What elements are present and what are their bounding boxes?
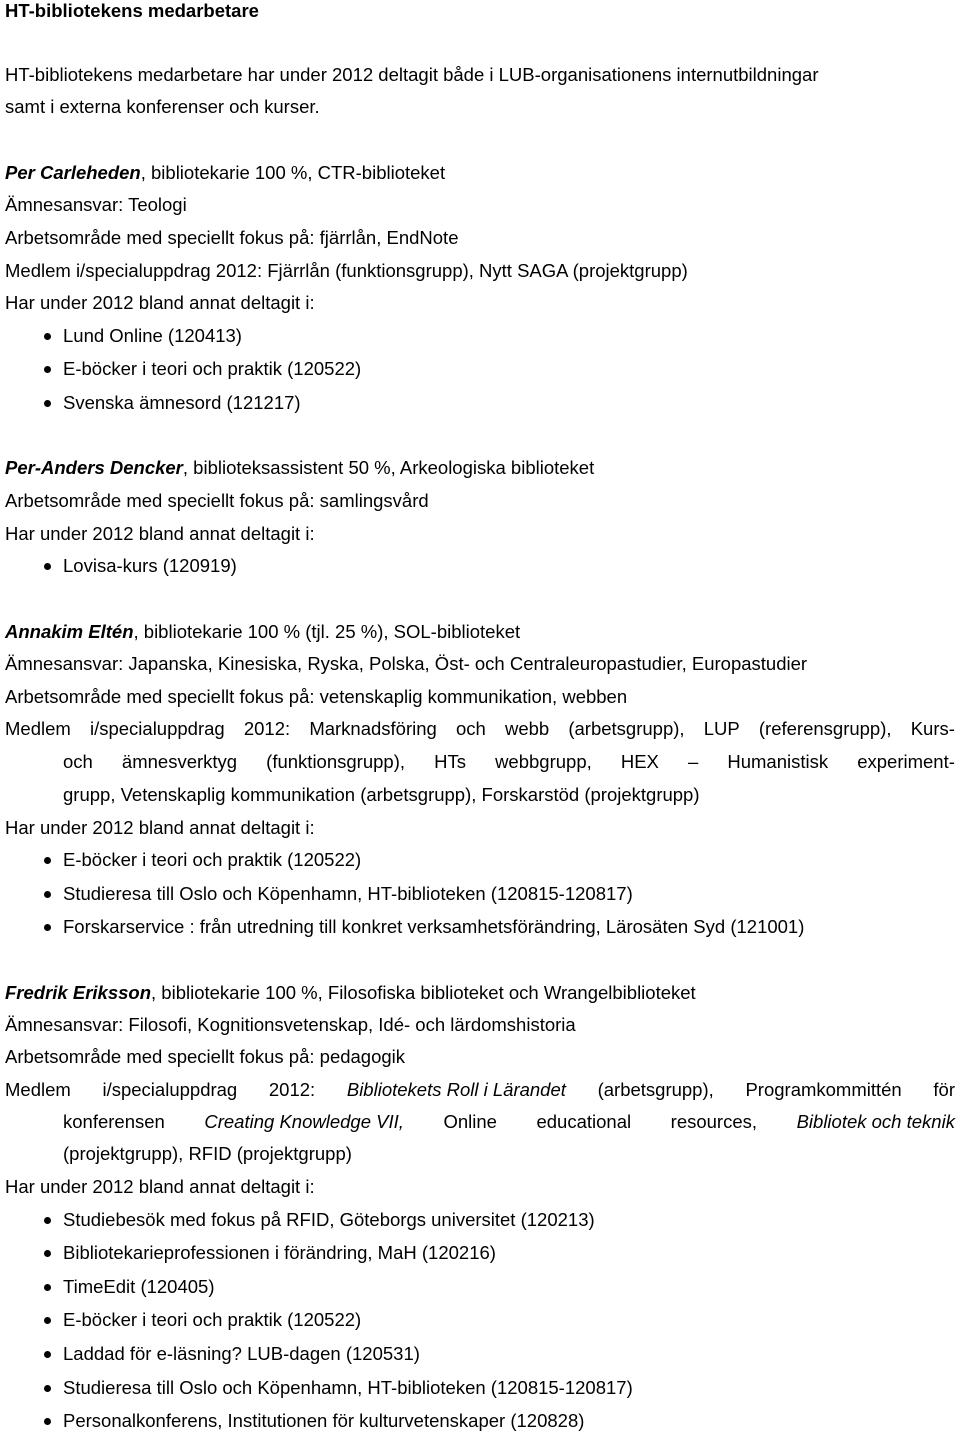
member-line: (projektgrupp), RFID (projektgrupp) — [63, 1143, 352, 1164]
list-item: Lund Online (120413) — [63, 325, 242, 346]
list-item: Laddad för e-läsning? LUB-dagen (120531) — [63, 1343, 420, 1364]
bullet — [44, 333, 51, 340]
person-role: , bibliotekarie 100 % (tjl. 25 %), SOL-biblioteket — [133, 621, 521, 642]
bullet — [44, 924, 51, 931]
member-line: Medlem i/specialuppdrag 2012: Fjärrlån (funktionsgrupp), Nytt SAGA (projektgrupp) — [5, 260, 688, 281]
person-header — [5, 619, 520, 645]
bullet — [44, 1418, 51, 1425]
bullet — [44, 400, 51, 407]
subject-line: Ämnesansvar: Filosofi, Kognitionsvetenskap, Idé- och lärdomshistoria — [5, 1014, 576, 1035]
bullet — [44, 1351, 51, 1358]
member-line: Medlem i/specialuppdrag 2012: Bibliotekets Roll i Lärandet (arbetsgrupp), Programkommittén för — [5, 1079, 955, 1100]
list-item: Svenska ämnesord (121217) — [63, 392, 301, 413]
member-line: konferensen Creating Knowledge VII, Online educational resources, Bibliotek och teknik — [63, 1111, 955, 1132]
person-header — [5, 455, 594, 481]
list-item: Personalkonferens, Institutionen för kulturvetenskaper (120828) — [63, 1410, 585, 1431]
person-name: Per Carleheden — [5, 162, 141, 183]
intro-line: samt i externa konferenser och kurser. — [5, 96, 320, 117]
person-role: , bibliotekarie 100 %, Filosofiska biblioteket och Wrangelbiblioteket — [151, 982, 696, 1003]
focus-line: Arbetsområde med speciellt fokus på: samlingsvård — [5, 490, 429, 511]
bullet — [44, 1217, 51, 1224]
participated-label: Har under 2012 bland annat deltagit i: — [5, 292, 315, 313]
person-name: Annakim Eltén — [5, 621, 134, 642]
intro-line: HT-bibliotekens medarbetare har under 2012 deltagit både i LUB-organisationens internutbildningar — [5, 64, 819, 85]
list-item: Lovisa-kurs (120919) — [63, 555, 237, 576]
bullet — [44, 1284, 51, 1291]
person-name: Per-Anders Dencker — [5, 457, 183, 478]
list-item: Bibliotekarieprofessionen i förändring, MaH (120216) — [63, 1242, 496, 1263]
bullet — [44, 891, 51, 898]
list-item: E-böcker i teori och praktik (120522) — [63, 358, 362, 379]
bullet — [44, 1317, 51, 1324]
member-line: grupp, Vetenskaplig kommunikation (arbetsgrupp), Forskarstöd (projektgrupp) — [63, 784, 700, 805]
participated-label: Har under 2012 bland annat deltagit i: — [5, 817, 315, 838]
list-item: Forskarservice : från utredning till konkret verksamhetsförändring, Lärosäten Syd (121001) — [63, 916, 805, 937]
focus-line: Arbetsområde med speciellt fokus på: fjärrlån, EndNote — [5, 227, 459, 248]
bullet — [44, 563, 51, 570]
participated-label: Har under 2012 bland annat deltagit i: — [5, 523, 315, 544]
list-item: Studieresa till Oslo och Köpenhamn, HT-biblioteken (120815-120817) — [63, 883, 633, 904]
focus-line: Arbetsområde med speciellt fokus på: vetenskaplig kommunikation, webben — [5, 686, 628, 707]
bullet — [44, 857, 51, 864]
list-item: E-böcker i teori och praktik (120522) — [63, 1309, 362, 1330]
list-item: Studiebesök med fokus på RFID, Göteborgs universitet (120213) — [63, 1209, 595, 1230]
participated-label: Har under 2012 bland annat deltagit i: — [5, 1176, 315, 1197]
list-item: Studieresa till Oslo och Köpenhamn, HT-biblioteken (120815-120817) — [63, 1377, 633, 1398]
person-role: , biblioteksassistent 50 %, Arkeologiska biblioteket — [182, 457, 595, 478]
subject-line: Ämnesansvar: Teologi — [5, 194, 187, 215]
member-line: och ämnesverktyg (funktionsgrupp), HTs webbgrupp, HEX – Humanistisk experiment- — [63, 751, 955, 772]
person-role: , bibliotekarie 100 %, CTR-biblioteket — [140, 162, 446, 183]
member-line: Medlem i/specialuppdrag 2012: Marknadsföring och webb (arbetsgrupp), LUP (referensgrupp), Kurs- — [5, 718, 955, 739]
bullet — [44, 1385, 51, 1392]
person-header — [5, 980, 696, 1006]
person-name: Fredrik Eriksson — [5, 982, 152, 1003]
focus-line: Arbetsområde med speciellt fokus på: pedagogik — [5, 1046, 406, 1067]
bullet — [44, 366, 51, 373]
bullet — [44, 1250, 51, 1257]
subject-line: Ämnesansvar: Japanska, Kinesiska, Ryska, Polska, Öst- och Centraleuropastudier, Europastudier — [5, 653, 808, 674]
list-item: E-böcker i teori och praktik (120522) — [63, 849, 362, 870]
person-header — [5, 160, 445, 186]
list-item: TimeEdit (120405) — [63, 1276, 215, 1297]
page-title: HT-bibliotekens medarbetare — [5, 0, 259, 21]
